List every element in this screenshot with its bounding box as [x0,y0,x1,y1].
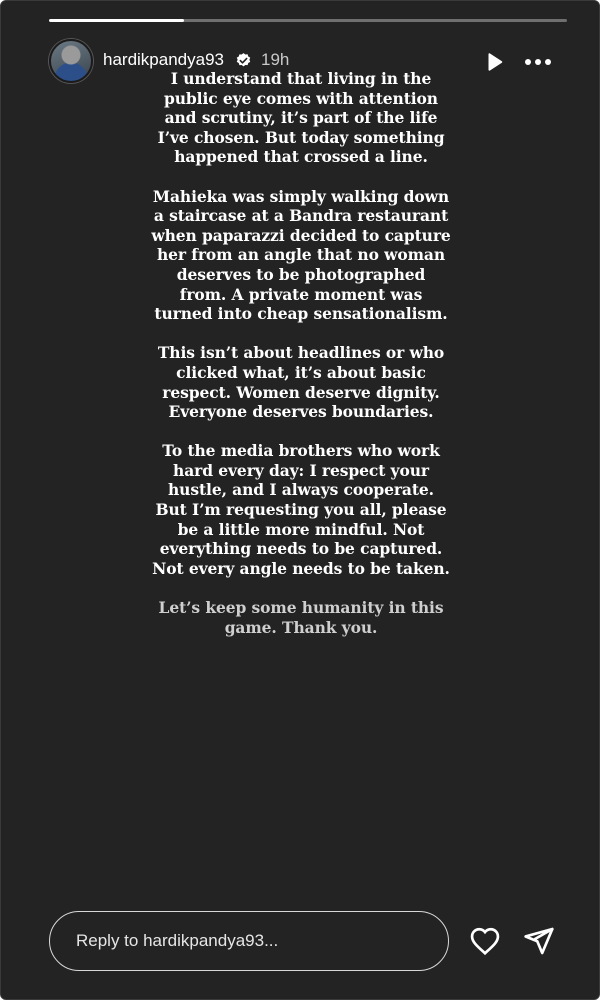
reply-input[interactable] [49,911,449,971]
post-time: 19h [261,50,290,69]
play-icon[interactable] [483,51,505,73]
heart-icon[interactable] [469,926,501,956]
story-paragraph: Let’s keep some humanity in this game. Thank you. [158,598,444,637]
send-icon[interactable] [523,925,555,957]
verified-badge-icon [235,52,252,69]
story-progress-bar [49,19,567,22]
story-paragraph: Mahieka was simply walking down a staircase at a Bandra restaurant when paparazzi decided to capture her from an angle that no woman deserves to be photographed from. A private moment was turned into cheap sensationalism. [151,186,451,324]
story-text [151,69,451,657]
story-paragraph: I understand that living in the public eye comes with attention and scrutiny, it’s part of the life I’ve chosen. But today something happened that crossed a line. [157,69,445,167]
avatar[interactable] [49,39,93,83]
story-progress-fill [49,19,184,22]
more-dots-icon[interactable] [523,51,553,73]
story-paragraph: This isn’t about headlines or who clicked what, it’s about basic respect. Women deserve dignity. Everyone deserves boundaries. [157,343,445,422]
username[interactable]: hardikpandya93 [103,50,224,69]
story-paragraph: To the media brothers who work hard every day: I respect your hustle, and I always cooperate. But I’m requesting you all, please be a little more mindful. Not everything needs to be captured. Not every angle needs to be taken. [152,441,450,578]
